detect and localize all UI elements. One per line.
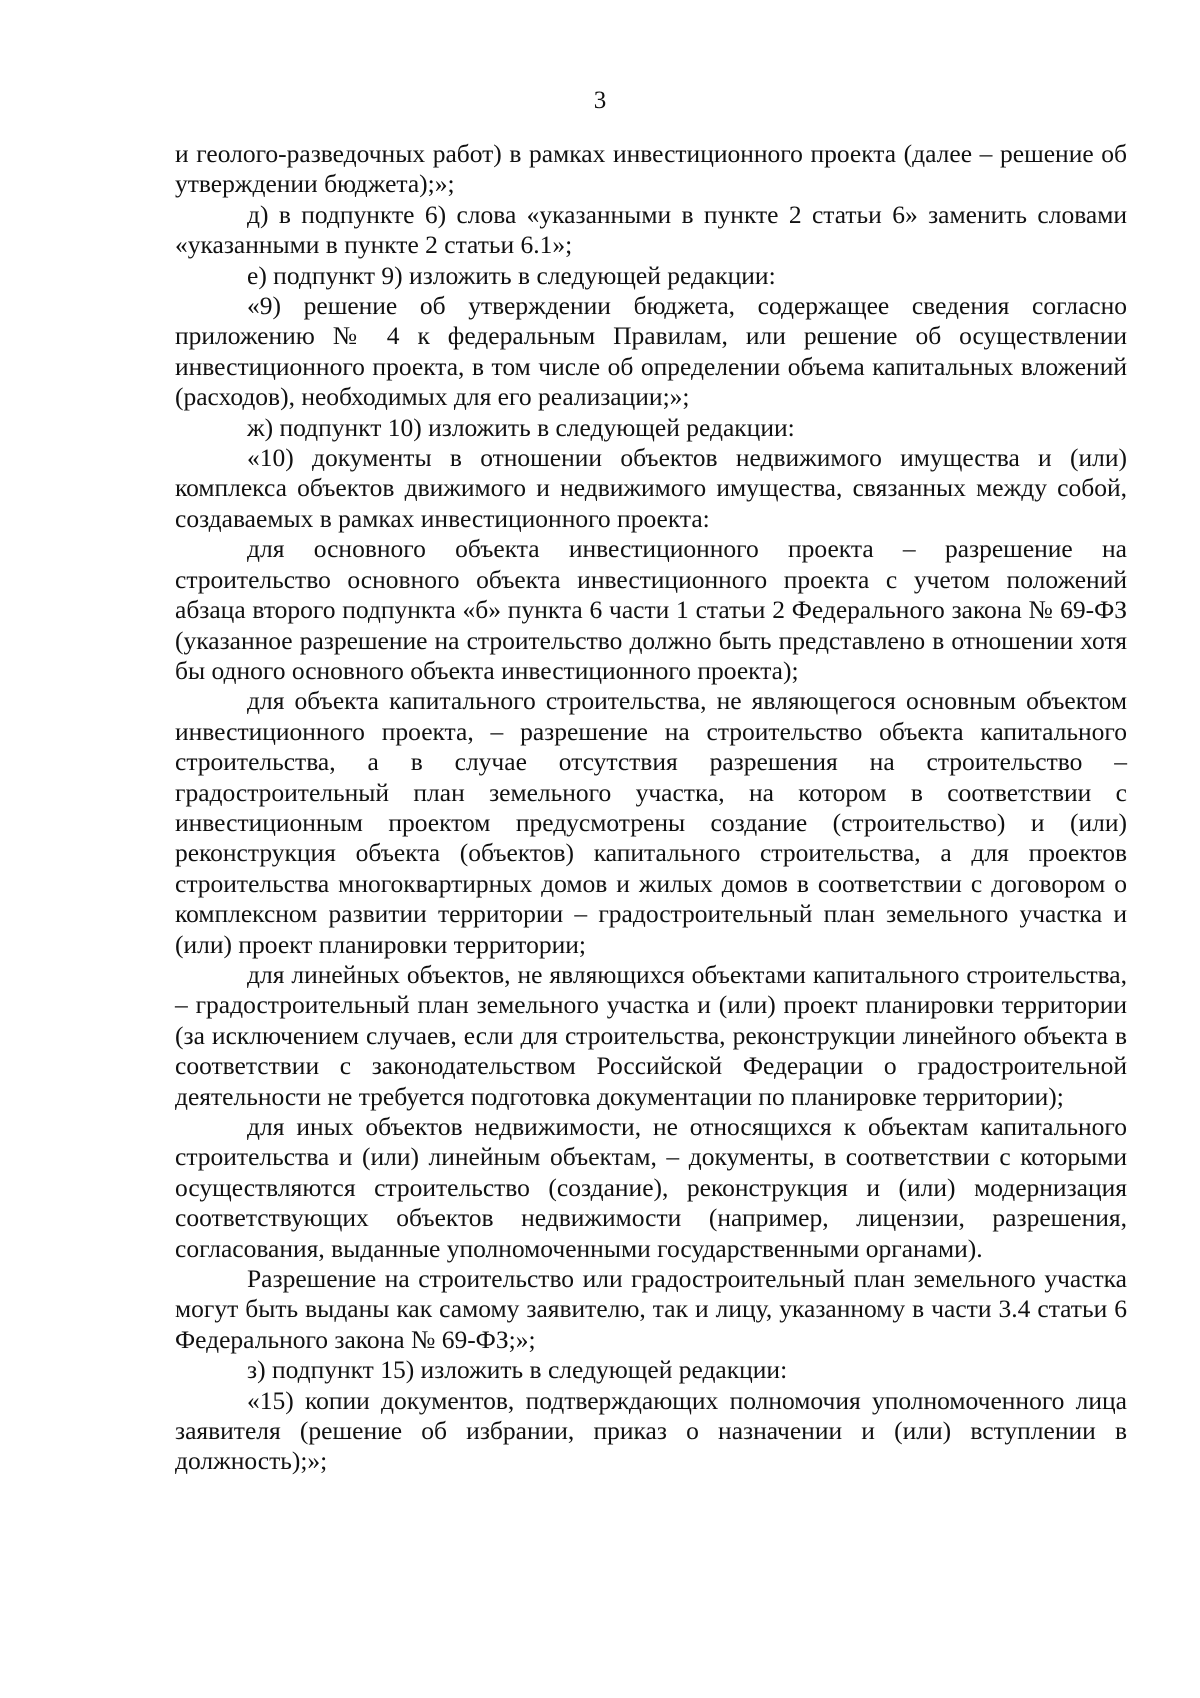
paragraph: «10) документы в отношении объектов недвижимого имущества и (или) комплекса объектов движимого и недвижимого имущества, связанных между собой, создаваемых в рамках инвестиционного проекта: [175, 443, 1127, 533]
paragraph: Разрешение на строительство или градостроительный план земельного участка могут быть выданы как самому заявителю, так и лицу, указанному в части 3.4 статьи 6 Федерального закона № 69-ФЗ;»; [175, 1264, 1127, 1354]
paragraph: и геолого-разведочных работ) в рамках инвестиционного проекта (далее – решение об утверждении бюджета);»; [175, 139, 1127, 199]
paragraph: з) подпункт 15) изложить в следующей редакции: [247, 1355, 788, 1385]
paragraph: «9) решение об утверждении бюджета, содержащее сведения согласно приложению № 4 к федеральным Правилам, или решение об осуществлении инвестиционного проекта, в том числе об определении объема капитальных вложений (расходов), необходимых для его реализации;»; [175, 291, 1127, 412]
paragraph: для линейных объектов, не являющихся объектами капитального строительства, – градостроительный план земельного участка и (или) проект планировки территории (за исключением случаев, если для строительства, реконструкции линейного объекта в соответствии с законодательством Российской Федерации о градостроительной деятельности не требуется подготовка документации по планировке территории); [175, 959, 1127, 1111]
paragraph: для иных объектов недвижимости, не относящихся к объектам капитального строительства и (или) линейным объектам, – документы, в соответствии с которыми осуществляются строительство (создание), реконструкция и (или) модернизация соответствующих объектов недвижимости (например, лицензии, разрешения, согласования, выданные уполномоченными государственными органами). [175, 1112, 1127, 1263]
page-number: 3 [593, 87, 607, 114]
paragraph: д) в подпункте 6) слова «указанными в пункте 2 статьи 6» заменить словами «указанными в пункте 2 статьи 6.1»; [175, 199, 1127, 260]
document-body [175, 139, 1127, 1477]
paragraph: для объекта капитального строительства, не являющегося основным объектом инвестиционного проекта, – разрешение на строительство объекта капитального строительства, а в случае отсутствия разрешения на строительство – градостроительный план земельного участка, на котором в соответствии с инвестиционным проектом предусмотрены создание (строительство) и (или) реконструкция объекта (объектов) капитального строительства, а для проектов строительства многоквартирных домов и жилых домов в соответствии с договором о комплексном развитии территории – градостроительный план земельного участка и (или) проект планировки территории; [175, 686, 1127, 959]
paragraph: е) подпункт 9) изложить в следующей редакции: [247, 260, 776, 290]
paragraph: «15) копии документов, подтверждающих полномочия уполномоченного лица заявителя (решение об избрании, приказ о назначении и (или) вступлении в должность);»; [175, 1385, 1127, 1476]
paragraph: ж) подпункт 10) изложить в следующей редакции: [247, 412, 795, 442]
paragraph: для основного объекта инвестиционного проекта – разрешение на строительство основного объекта инвестиционного проекта с учетом положений абзаца второго подпункта «б» пункта 6 части 1 статьи 2 Федерального закона № 69-ФЗ (указанное разрешение на строительство должно быть представлено в отношении хотя бы одного основного объекта инвестиционного проекта); [175, 534, 1127, 685]
